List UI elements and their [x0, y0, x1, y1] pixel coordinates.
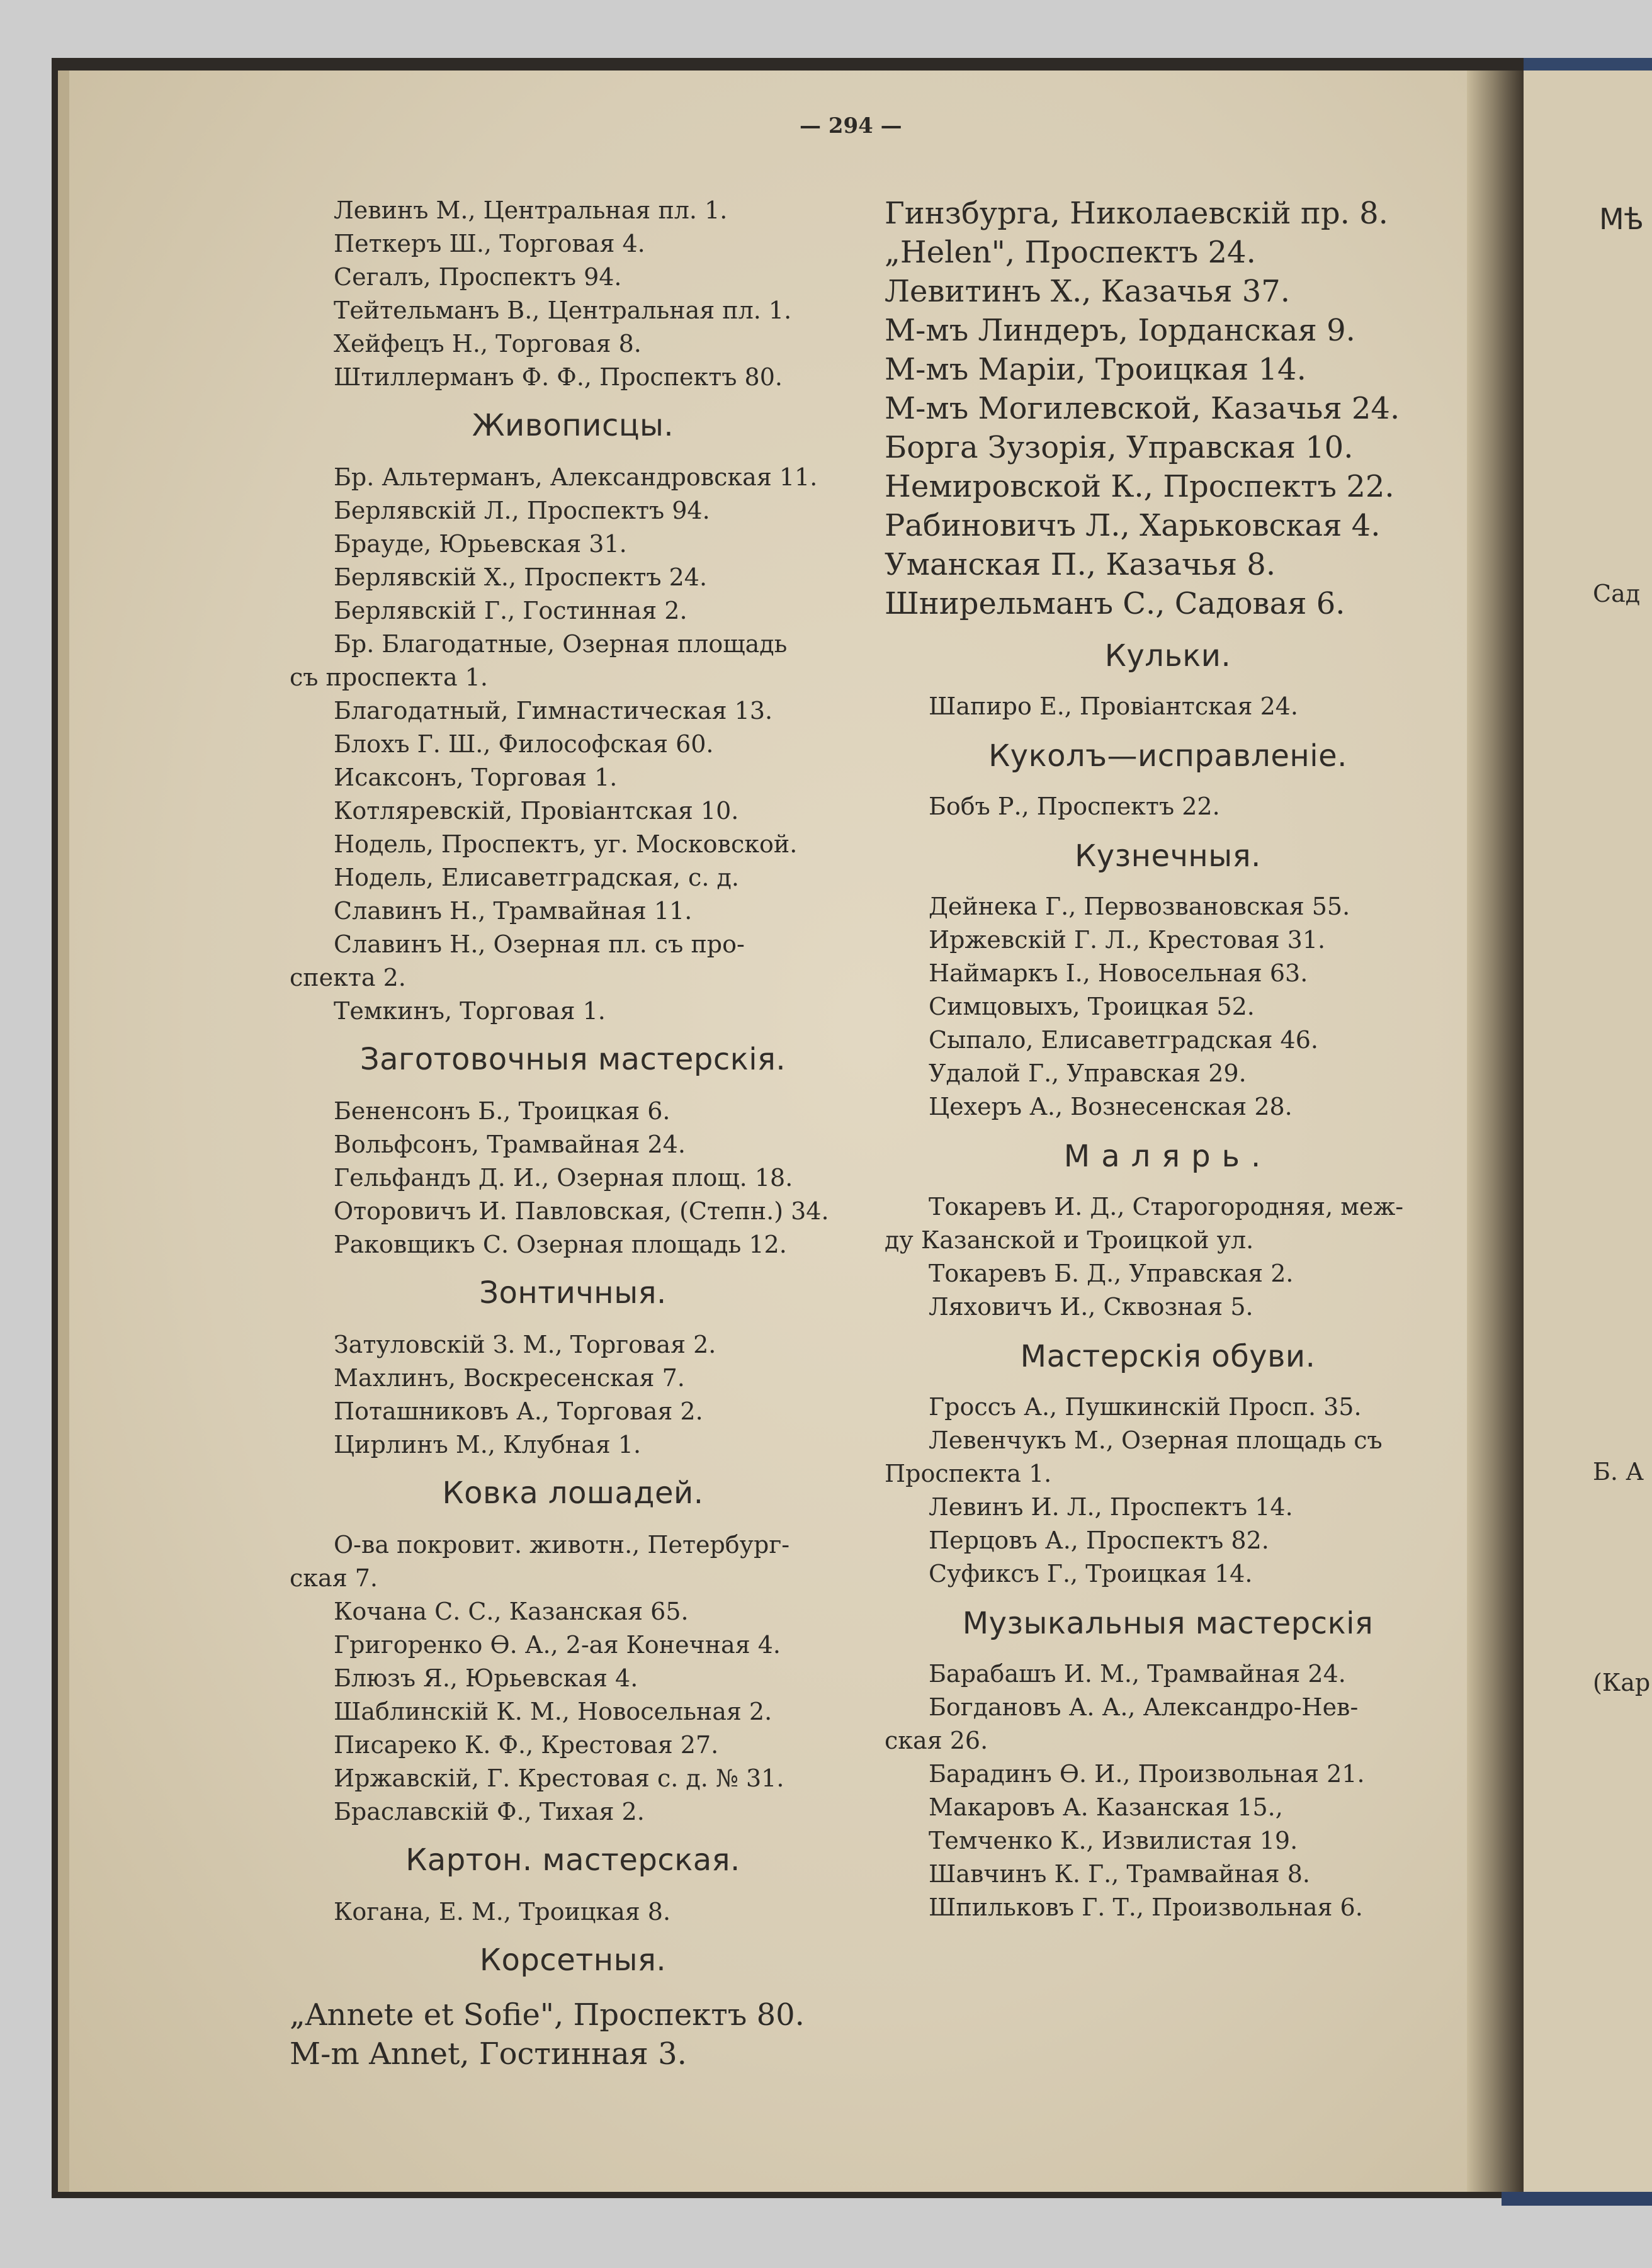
directory-entry: Барабашъ И. М., Трамвайная 24. — [929, 1660, 1346, 1688]
directory-entry: М-мъ Линдеръ, Іорданская 9. — [885, 313, 1355, 348]
directory-entry: Раковщикъ С. Озерная площадь 12. — [334, 1231, 787, 1258]
page-number: — 294 — — [800, 113, 902, 138]
next-page-edge — [1524, 58, 1652, 72]
directory-entry: Барадинъ Ѳ. И., Произвольная 21. — [929, 1760, 1365, 1788]
directory-entry: Удалой Г., Управская 29. — [929, 1059, 1247, 1087]
directory-entry: Иржевскій Г. Л., Крестовая 31. — [929, 926, 1326, 954]
entry-continuation: ская 7. — [290, 1564, 378, 1592]
entry-continuation: спекта 2. — [290, 964, 406, 991]
right-column — [885, 194, 1451, 1924]
directory-entry: Блюзъ Я., Юрьевская 4. — [334, 1664, 638, 1692]
next-page-fragment: Мѣ — [1599, 202, 1644, 236]
directory-entry: Поташниковъ А., Торговая 2. — [334, 1397, 703, 1425]
section-heading: Зонтичныя. — [479, 1275, 667, 1311]
section-heading: Картон. мастерская. — [405, 1842, 740, 1878]
directory-entry: Шапиро Е., Провіантская 24. — [929, 692, 1298, 720]
section-heading: Малярь. — [1063, 1139, 1272, 1174]
next-page-fragment: Сад — [1593, 580, 1641, 607]
directory-entry: Затуловскій З. М., Торговая 2. — [334, 1331, 716, 1358]
directory-entry: Немировской К., Проспектъ 22. — [885, 469, 1395, 504]
directory-entry: Гроссъ А., Пушкинскій Просп. 35. — [929, 1393, 1362, 1421]
directory-entry: Бененсонъ Б., Троицкая 6. — [334, 1097, 670, 1125]
entry-continuation: ская 26. — [885, 1727, 988, 1754]
directory-entry: Гинзбурга, Николаевскій пр. 8. — [885, 196, 1388, 231]
directory-entry: Левинъ И. Л., Проспектъ 14. — [929, 1493, 1293, 1521]
directory-entry: Исаксонъ, Торговая 1. — [334, 764, 618, 791]
directory-entry: Славинъ Н., Озерная пл. съ про- — [334, 930, 745, 958]
section-heading: Корсетныя. — [479, 1943, 667, 1978]
directory-entry: Симцовыхъ, Троицкая 52. — [929, 993, 1255, 1020]
directory-entry: Уманская П., Казачья 8. — [885, 547, 1276, 582]
directory-entry: Темченко К., Извилистая 19. — [929, 1827, 1298, 1854]
directory-entry: Борга Зузорія, Управская 10. — [885, 430, 1354, 465]
directory-entry: Браславскій Ф., Тихая 2. — [334, 1798, 645, 1825]
directory-entry: Григоренко Ѳ. А., 2-ая Конечная 4. — [334, 1631, 781, 1659]
directory-entry: Берлявскій Л., Проспектъ 94. — [334, 497, 710, 524]
next-page-fragment: Б. А — [1593, 1458, 1644, 1486]
directory-entry: Сегалъ, Проспектъ 94. — [334, 263, 622, 291]
directory-entry: Темкинъ, Торговая 1. — [334, 997, 606, 1025]
directory-entry: Левитинъ Х., Казачья 37. — [885, 274, 1291, 309]
directory-entry: Когана, Е. М., Троицкая 8. — [334, 1898, 671, 1926]
section-heading: Заготовочныя мастерскія. — [359, 1042, 786, 1077]
directory-entry: Перцовъ А., Проспектъ 82. — [929, 1526, 1269, 1554]
directory-entry: Петкеръ Ш., Торговая 4. — [334, 230, 645, 257]
directory-entry: Сыпало, Елисаветградская 46. — [929, 1026, 1318, 1054]
section-heading: Музыкальныя мастерскія — [962, 1606, 1374, 1641]
section-heading: Кузнечныя. — [1075, 838, 1261, 874]
directory-entry: Кочана С. С., Казанская 65. — [334, 1598, 689, 1625]
directory-entry: Вольфсонъ, Трамвайная 24. — [334, 1131, 686, 1158]
directory-entry: Блохъ Г. Ш., Философская 60. — [334, 730, 714, 758]
directory-entry: Шнирельманъ С., Садовая 6. — [885, 586, 1345, 621]
directory-entry: Бр. Благодатные, Озерная площадь — [334, 630, 788, 658]
entry-continuation: Проспекта 1. — [885, 1460, 1052, 1487]
directory-entry: Тейтельманъ В., Центральная пл. 1. — [334, 296, 792, 324]
directory-entry: Шаблинскій К. М., Новосельная 2. — [334, 1698, 772, 1725]
directory-entry: Иржавскій, Г. Крестовая с. д. № 31. — [334, 1764, 784, 1792]
next-page-fragment: (Кар — [1593, 1669, 1651, 1696]
next-page-strip — [1524, 71, 1652, 2192]
directory-entry: Бр. Альтерманъ, Александровская 11. — [334, 463, 818, 491]
directory-entry: Дейнека Г., Первозвановская 55. — [929, 893, 1350, 920]
directory-entry: Берлявскій Г., Гостинная 2. — [334, 597, 687, 624]
directory-entry: М-мъ Могилевской, Казачья 24. — [885, 391, 1400, 426]
section-heading: Живописцы. — [472, 408, 674, 443]
section-heading: Куколъ—исправленіе. — [988, 738, 1347, 774]
directory-entry: Хейфецъ Н., Торговая 8. — [334, 330, 642, 358]
directory-entry: Макаровъ А. Казанская 15., — [929, 1793, 1283, 1821]
directory-entry: Брауде, Юрьевская 31. — [334, 530, 627, 558]
section-heading: Кульки. — [1104, 638, 1231, 674]
section-heading: Мастерскія обуви. — [1020, 1339, 1316, 1374]
entry-continuation: съ проспекта 1. — [290, 663, 488, 691]
directory-entry: Гельфандъ Д. И., Озерная площ. 18. — [334, 1164, 793, 1192]
directory-entry: Котляревскій, Провіантская 10. — [334, 797, 739, 825]
directory-entry: Богдановъ А. А., Александро-Нев- — [929, 1693, 1359, 1721]
directory-entry: Бобъ Р., Проспектъ 22. — [929, 793, 1220, 820]
directory-entry: Цехеръ А., Вознесенская 28. — [929, 1093, 1293, 1120]
entry-continuation: ду Казанской и Троицкой ул. — [885, 1226, 1254, 1254]
left-column — [290, 194, 856, 2073]
directory-entry: Славинъ Н., Трамвайная 11. — [334, 897, 693, 925]
directory-entry: Шавчинъ К. Г., Трамвайная 8. — [929, 1860, 1310, 1888]
directory-entry: Суфиксъ Г., Троицкая 14. — [929, 1560, 1253, 1588]
directory-entry: Махлинъ, Воскресенская 7. — [334, 1364, 685, 1392]
directory-entry: Ляховичъ И., Сквозная 5. — [929, 1293, 1253, 1321]
directory-entry: Левенчукъ М., Озерная площадь съ — [929, 1426, 1383, 1454]
directory-entry: Цирлинъ М., Клубная 1. — [334, 1431, 642, 1458]
directory-entry: Рабиновичъ Л., Харьковская 4. — [885, 508, 1381, 543]
directory-entry: Нодель, Елисаветградская, с. д. — [334, 864, 739, 891]
directory-entry: Благодатный, Гимнастическая 13. — [334, 697, 773, 725]
directory-entry: Штиллерманъ Ф. Ф., Проспектъ 80. — [334, 363, 783, 391]
next-page-edge-bottom — [1502, 2192, 1652, 2206]
directory-entry: Писареко К. Ф., Крестовая 27. — [334, 1731, 719, 1759]
directory-entry: „Annete et Sofie", Проспектъ 80. — [290, 1997, 805, 2033]
directory-entry: М-мъ Маріи, Троицкая 14. — [885, 352, 1306, 387]
directory-entry: Токаревъ Б. Д., Управская 2. — [929, 1260, 1294, 1287]
directory-entry: M-m Annet, Гостинная 3. — [290, 2036, 687, 2072]
section-heading: Ковка лошадей. — [442, 1475, 704, 1511]
directory-entry: Наймаркъ І., Новосельная 63. — [929, 959, 1308, 987]
directory-entry: Берлявскій Х., Проспектъ 24. — [334, 563, 708, 591]
directory-entry: Левинъ М., Центральная пл. 1. — [334, 196, 728, 224]
directory-entry: Оторовичъ И. Павловская, (Степн.) 34. — [334, 1197, 829, 1225]
page-gutter — [1467, 71, 1524, 2192]
directory-entry: Нодель, Проспектъ, уг. Московской. — [334, 830, 798, 858]
directory-entry: „Helen", Проспектъ 24. — [885, 235, 1256, 270]
directory-entry: О-ва покровит. животн., Петербург- — [334, 1531, 790, 1559]
directory-entry: Токаревъ И. Д., Старогородняя, меж- — [929, 1193, 1404, 1221]
directory-entry: Шпильковъ Г. Т., Произвольная 6. — [929, 1893, 1363, 1921]
